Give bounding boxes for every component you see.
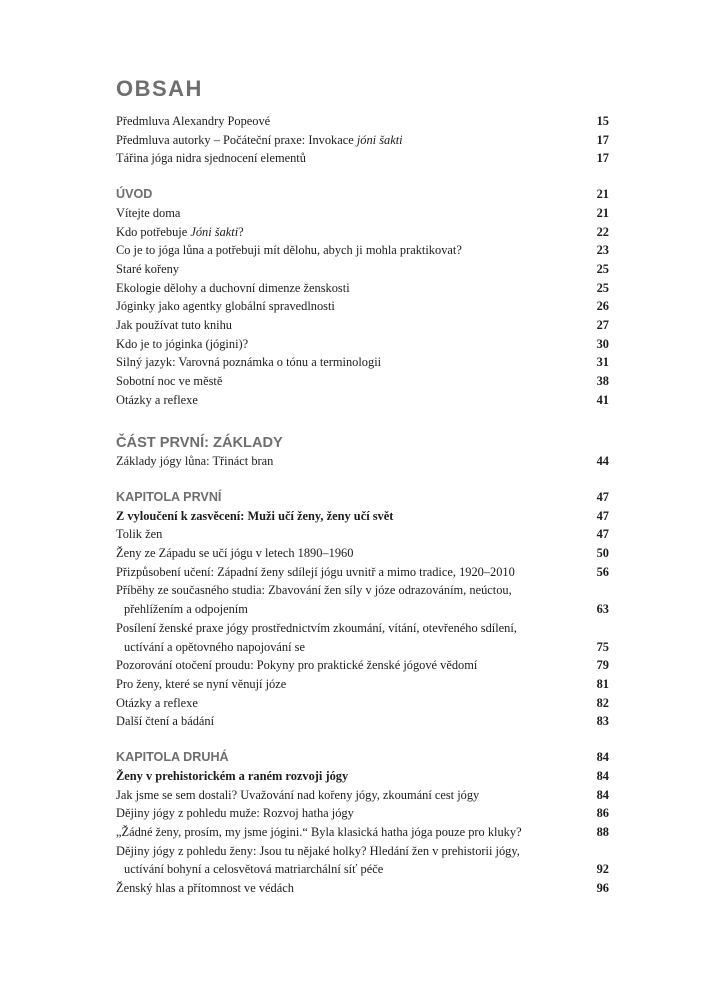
- page-number: 44: [596, 454, 609, 469]
- entry-continuation-line: uctívání a opětovného napojování se: [124, 639, 305, 654]
- page-number: 21: [596, 205, 609, 220]
- toc-section-heading[interactable]: [116, 748, 609, 767]
- entry-title: [116, 316, 579, 335]
- toc-entry[interactable]: [116, 279, 609, 298]
- entry-line: Kdo je to jóginka (jógini)?: [116, 336, 249, 351]
- page-number: 23: [596, 243, 609, 258]
- table-of-contents: [116, 76, 609, 898]
- toc-entry[interactable]: [116, 149, 609, 168]
- entry-title: [116, 260, 579, 279]
- toc-entry[interactable]: [116, 335, 609, 354]
- toc-entry[interactable]: [116, 656, 609, 675]
- page-number: 50: [596, 546, 609, 561]
- entry-title: [116, 767, 579, 786]
- section-heading-text: KAPITOLA DRUHÁ: [116, 750, 229, 765]
- entry-title: [116, 842, 579, 879]
- page-number: 38: [596, 374, 609, 389]
- section-gap: [116, 168, 609, 185]
- entry-title: [116, 279, 579, 298]
- entry-title: [116, 131, 579, 150]
- entry-line: Jak jsme se sem dostali? Uvažování nad kořeny jógy, zkoumání cest jógy: [116, 787, 480, 802]
- toc-entry[interactable]: [116, 525, 609, 544]
- entry-text-part: ?: [238, 224, 244, 239]
- entry-title: [116, 656, 579, 675]
- toc-entry[interactable]: [116, 581, 609, 618]
- entry-continuation-line: přehlížením a odpojením: [124, 602, 248, 617]
- page-number: 75: [596, 639, 609, 654]
- entry-title: [116, 452, 579, 471]
- entry-text-part: Kdo potřebuje: [116, 224, 191, 239]
- toc-entry[interactable]: [116, 544, 609, 563]
- entry-continuation-line: uctívání bohyní a celosvětová matriarchální síť péče: [124, 862, 384, 877]
- toc-body: [116, 112, 609, 898]
- page-number: 17: [596, 151, 609, 166]
- page-number: 31: [596, 355, 609, 370]
- page-number: 47: [596, 508, 609, 523]
- toc-entry[interactable]: [116, 223, 609, 242]
- entry-title: [116, 241, 579, 260]
- entry-line: Posílení ženské praxe jógy prostřednictvím zkoumání, vítání, otevřeného sdílení,: [116, 620, 517, 635]
- section-gap: [116, 471, 609, 488]
- page-number: 84: [596, 750, 609, 765]
- toc-entry[interactable]: [116, 879, 609, 898]
- toc-title: OBSAH: [116, 76, 203, 101]
- toc-entry[interactable]: [116, 804, 609, 823]
- page-number: 25: [596, 280, 609, 295]
- toc-entry[interactable]: [116, 391, 609, 410]
- toc-entry[interactable]: [116, 712, 609, 731]
- section-gap: [116, 410, 609, 434]
- toc-entry[interactable]: [116, 131, 609, 150]
- entry-title: [116, 149, 579, 168]
- entry-text-part: Předmluva autorky – Počáteční praxe: Invokace: [116, 132, 357, 147]
- entry-line: Příběhy ze současného studia: Zbavování žen síly v józe odrazováním, neúctou,: [116, 583, 512, 598]
- page-number: 83: [596, 714, 609, 729]
- entry-line: Ženský hlas a přítomnost ve védách: [116, 881, 294, 896]
- page-number: 56: [596, 564, 609, 579]
- entry-line: Jak používat tuto knihu: [116, 318, 232, 333]
- entry-title: [116, 525, 579, 544]
- page-number: 86: [596, 806, 609, 821]
- entry-line: Pozorování otočení proudu: Pokyny pro praktické ženské jógové vědomí: [116, 658, 478, 673]
- entry-title: [116, 297, 579, 316]
- entry-title: [116, 544, 579, 563]
- page-number: 27: [596, 318, 609, 333]
- entry-line: Ženy ze Západu se učí jógu v letech 1890–1960: [116, 546, 354, 561]
- entry-line: Staré kořeny: [116, 261, 179, 276]
- page-number: 82: [596, 695, 609, 710]
- entry-title: [116, 335, 579, 354]
- page-number: 26: [596, 299, 609, 314]
- entry-title: [116, 879, 579, 898]
- page-number: 84: [596, 768, 609, 783]
- toc-entry[interactable]: [116, 353, 609, 372]
- page-number: 22: [596, 224, 609, 239]
- entry-title: [116, 204, 579, 223]
- page-number: 84: [596, 787, 609, 802]
- toc-entry[interactable]: [116, 823, 609, 842]
- entry-title: [116, 786, 579, 805]
- toc-entry[interactable]: [116, 452, 609, 471]
- page-number: 47: [596, 489, 609, 504]
- entry-line: Vítejte doma: [116, 205, 181, 220]
- entry-line: Předmluva Alexandry Popeové: [116, 114, 271, 128]
- entry-line: Dějiny jógy z pohledu ženy: Jsou tu nějaké holky? Hledání žen v prehistorii jógy,: [116, 843, 520, 858]
- entry-line: Otázky a reflexe: [116, 392, 198, 407]
- page-number: 92: [596, 862, 609, 877]
- section-heading-text: ČÁST PRVNÍ: ZÁKLADY: [116, 434, 283, 451]
- toc-entry[interactable]: [116, 241, 609, 260]
- toc-entry[interactable]: [116, 316, 609, 335]
- entry-line: „Žádné ženy, prosím, my jsme jógini.“ Byla klasická hatha jóga pouze pro kluky?: [116, 824, 522, 839]
- entry-title: [116, 581, 579, 618]
- entry-line: Další čtení a bádání: [116, 714, 215, 729]
- entry-title: [116, 712, 579, 731]
- entry-line: Sobotní noc ve městě: [116, 374, 223, 389]
- toc-entry[interactable]: [116, 619, 609, 656]
- toc-section-heading[interactable]: [116, 488, 609, 507]
- entry-title: [116, 112, 579, 131]
- entry-title: [116, 675, 579, 694]
- entry-line: Tolik žen: [116, 527, 163, 542]
- entry-title: [116, 391, 579, 410]
- entry-title: [116, 804, 579, 823]
- toc-entry[interactable]: [116, 563, 609, 582]
- italic-term: Jóni šakti: [190, 224, 239, 239]
- toc-chapter-title[interactable]: [116, 507, 609, 526]
- toc-entry[interactable]: [116, 842, 609, 879]
- toc-section-heading[interactable]: [116, 185, 609, 204]
- page-number: 41: [596, 392, 609, 407]
- toc-entry[interactable]: [116, 694, 609, 713]
- entry-line: Základy jógy lůna: Třináct bran: [116, 454, 274, 469]
- entry-title: [116, 223, 579, 242]
- entry-title: [116, 507, 579, 526]
- entry-line: Otázky a reflexe: [116, 695, 198, 710]
- entry-line: Ženy v prehistorickém a raném rozvoji jógy: [116, 768, 349, 783]
- entry-title: [116, 353, 579, 372]
- page-number: 30: [596, 336, 609, 351]
- page-number: 47: [596, 527, 609, 542]
- entry-title: [116, 372, 579, 391]
- entry-line: Pro ženy, které se nyní věnují józe: [116, 676, 287, 691]
- page-number: 88: [596, 824, 609, 839]
- toc-entry[interactable]: [116, 297, 609, 316]
- entry-line: Jóginky jako agentky globální spravedlnosti: [116, 299, 335, 314]
- entry-line: Z vyloučení k zasvěcení: Muži učí ženy, ženy učí svět: [116, 508, 394, 523]
- page-number: 81: [596, 676, 609, 691]
- toc-entry[interactable]: [116, 260, 609, 279]
- page-number: 79: [596, 658, 609, 673]
- toc-entry[interactable]: [116, 675, 609, 694]
- italic-term: jóni šakti: [356, 132, 403, 147]
- entry-line: Tářina jóga nidra sjednocení elementů: [116, 151, 306, 166]
- entry-title: [116, 619, 579, 656]
- toc-entry[interactable]: [116, 204, 609, 223]
- page-number: 63: [596, 602, 609, 617]
- page-number: 25: [596, 261, 609, 276]
- section-heading-text: KAPITOLA PRVNÍ: [116, 489, 222, 504]
- page-number: 17: [596, 132, 609, 147]
- entry-line: Ekologie dělohy a duchovní dimenze ženskosti: [116, 280, 350, 295]
- entry-title: [116, 694, 579, 713]
- entry-line: Přizpůsobení učení: Západní ženy sdílejí jógu uvnitř a mimo tradice, 1920–2010: [116, 564, 515, 579]
- entry-line: Silný jazyk: Varovná poznámka o tónu a terminologii: [116, 355, 382, 370]
- toc-entry[interactable]: [116, 786, 609, 805]
- toc-section-heading[interactable]: [116, 434, 609, 453]
- entry-title: [116, 823, 579, 842]
- entry-line: Co je to jóga lůna a potřebuji mít dělohu, abych ji mohla praktikovat?: [116, 243, 462, 258]
- toc-entry[interactable]: [116, 112, 609, 131]
- page-number: 21: [596, 187, 609, 202]
- toc-chapter-title[interactable]: [116, 767, 609, 786]
- page-number: 96: [596, 881, 609, 896]
- page-number: 15: [596, 114, 609, 128]
- entry-line: Dějiny jógy z pohledu muže: Rozvoj hatha jógy: [116, 806, 354, 821]
- section-gap: [116, 731, 609, 748]
- entry-title: [116, 563, 579, 582]
- section-heading-text: ÚVOD: [116, 187, 153, 202]
- toc-entry[interactable]: [116, 372, 609, 391]
